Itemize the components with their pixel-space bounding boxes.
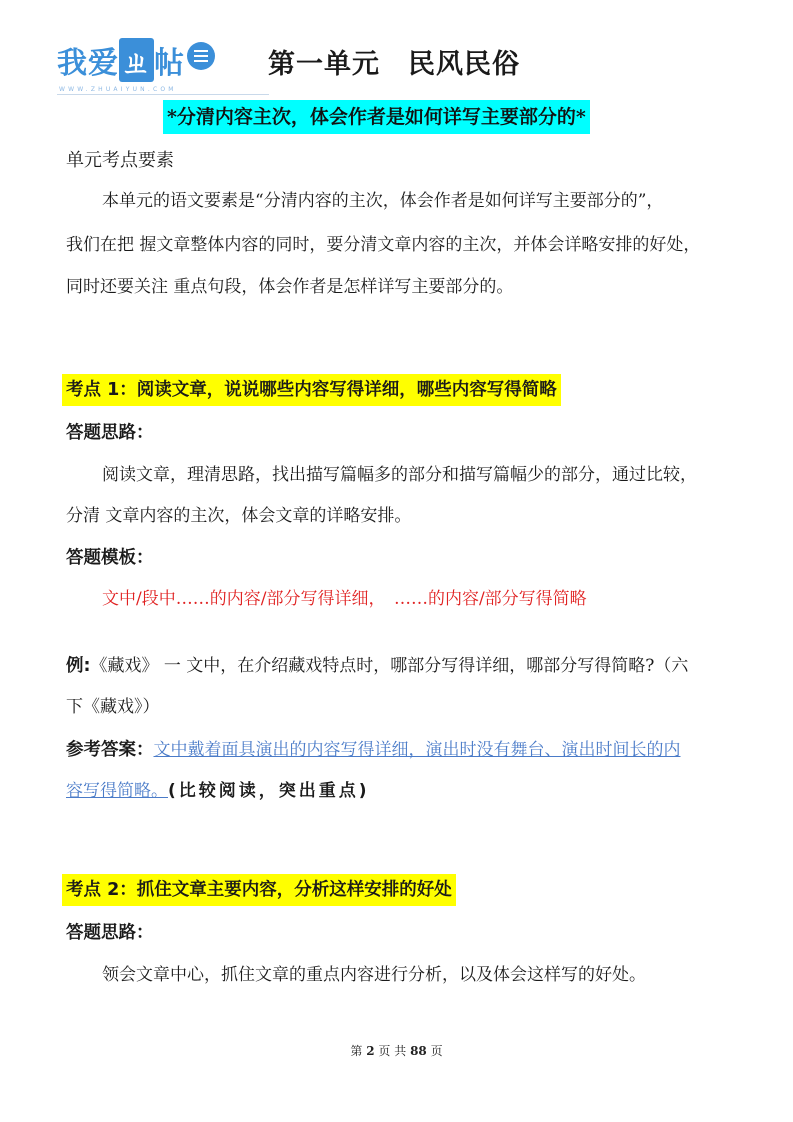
point2-title: 考点 2：抓住文章主要内容，分析这样安排的好处 [62, 874, 456, 906]
footer-page-number: 2 [366, 1044, 375, 1058]
example-question-line-1: 《藏戏》 一 文中，在介绍藏戏特点时，哪部分写得详细，哪部分写得简略?（六 [90, 656, 689, 676]
point2-idea-line-1: 领会文章中心，抓住文章的重点内容进行分析，以及体会这样写的好处。 [102, 965, 646, 985]
point1-idea-line-2: 分清 文章内容的主次，体会文章的详略安排。 [66, 506, 412, 526]
logo-text-part1: 我爱 [57, 46, 119, 81]
answer-text-line-1[interactable]: 文中戴着面具演出的内容写得详细，演出时没有舞台、演出时间长的内 [153, 740, 681, 760]
point1-template-text: 文中/段中……的内容/部分写得详细， ……的内容/部分写得简略 [102, 589, 587, 609]
footer-total-pages: 88 [410, 1044, 427, 1058]
point1-heading [62, 376, 561, 401]
footer-prefix: 第 [350, 1044, 363, 1058]
footer-middle: 页 共 [378, 1044, 407, 1058]
point1-template-label: 答题模板： [66, 548, 154, 568]
logo-wordmark [57, 38, 185, 82]
point2-heading [62, 876, 456, 901]
example-question-line-2: 下《藏戏》） [66, 697, 160, 717]
chat-bubble-icon [187, 42, 215, 70]
intro-heading: 单元考点要素 [66, 150, 174, 171]
page-footer [0, 1042, 793, 1059]
point1-idea-line-1: 阅读文章，理清思路，找出描写篇幅多的部分和描写篇幅少的部分，通过比较， [102, 465, 697, 485]
example-label: 例: [66, 656, 91, 676]
point1-answer [66, 735, 681, 761]
unit-subtitle: *分清内容主次，体会作者是如何详写主要部分的* [163, 100, 590, 134]
point1-example [66, 651, 688, 677]
intro-line-2: 我们在把 握文章整体内容的同时，要分清文章内容的主次，并体会详略安排的好处， [66, 235, 701, 255]
logo-divider [57, 94, 269, 95]
point1-idea-label: 答题思路： [66, 423, 154, 443]
site-logo[interactable] [57, 38, 227, 98]
page-title: 第一单元 民风民俗 [268, 49, 520, 80]
answer-text-line-2[interactable]: 容写得简略。 [66, 781, 168, 801]
intro-line-1: 本单元的语文要素是“分清内容的主次，体会作者是如何详写主要部分的”， [102, 191, 664, 211]
point1-answer-continued [66, 776, 370, 801]
answer-note: (比较阅读，突出重点) [168, 781, 370, 801]
footer-suffix: 页 [430, 1044, 443, 1058]
logo-text-part2: 帖 [154, 46, 185, 81]
logo-url: WWW.ZHUAIYUN.COM [59, 86, 177, 93]
point1-title: 考点 1：阅读文章，说说哪些内容写得详细，哪些内容写得简略 [62, 374, 561, 406]
point2-idea-label: 答题思路： [66, 923, 154, 943]
logo-text-mark: ㄓ [119, 38, 154, 82]
intro-line-3: 同时还要关注 重点句段，体会作者是怎样详写主要部分的。 [66, 277, 514, 297]
answer-label: 参考答案： [66, 740, 154, 760]
